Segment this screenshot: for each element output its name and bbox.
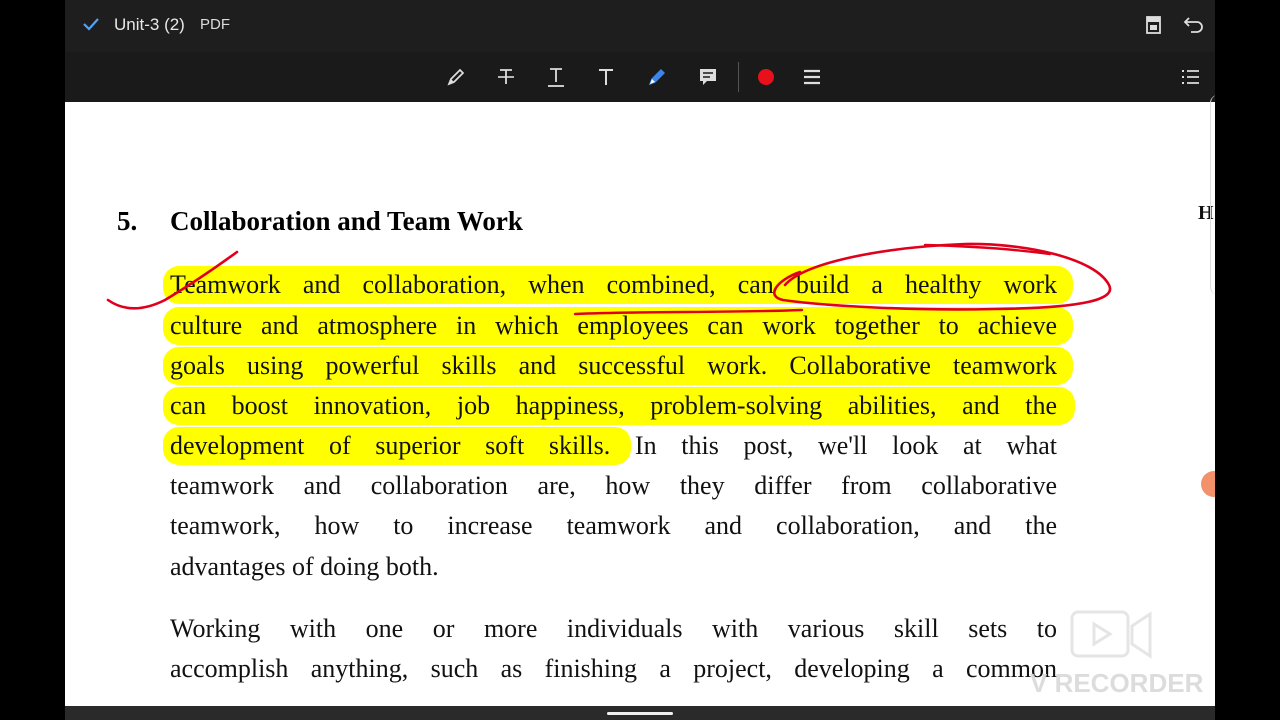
paragraph-line: goals using powerful skills and successful work. Collaborative teamwork (170, 351, 1057, 380)
color-picker[interactable] (753, 64, 779, 90)
paragraph-line: can boost innovation, job happiness, problem-solving abilities, and the (170, 391, 1057, 420)
heading-number: 5. (117, 206, 138, 236)
list-icon (1180, 66, 1202, 88)
next-page-edge-text: H (1198, 202, 1214, 224)
underline-text-icon (545, 66, 567, 88)
toolbar-separator (738, 62, 739, 92)
line-thickness-icon (801, 66, 823, 88)
pen-icon (445, 66, 467, 88)
next-page-edge (1210, 95, 1215, 295)
paragraph-line: teamwork, how to increase teamwork and collaboration, and the (170, 511, 1057, 540)
document-title: Unit-3 (2) (114, 15, 185, 34)
recorder-play-icon (1070, 608, 1152, 662)
check-icon[interactable] (81, 14, 101, 34)
pdf-page[interactable] (65, 102, 1215, 706)
underline-tool[interactable] (543, 64, 569, 90)
strikethrough-tool[interactable] (493, 64, 519, 90)
paragraph-line: advantages of doing both. (170, 552, 439, 581)
paragraph-line: teamwork and collaboration are, how they differ from collaborative (170, 471, 1057, 500)
annotation-toolbar (65, 52, 1215, 102)
comment-icon (697, 66, 719, 88)
text-icon (595, 66, 617, 88)
thickness-tool[interactable] (799, 64, 825, 90)
home-indicator[interactable] (607, 712, 673, 715)
paragraph-line: Working with one or more individuals with various skill sets to (170, 614, 1057, 643)
highlighter-pen-icon (646, 66, 668, 88)
paragraph-line: accomplish anything, such as finishing a project, developing a common (170, 654, 1057, 683)
strikethrough-text-icon (495, 66, 517, 88)
document-type: PDF (200, 16, 230, 33)
section-heading: Collaboration and Team Work (170, 206, 523, 236)
text-tool[interactable] (593, 64, 619, 90)
undo-icon[interactable] (1181, 14, 1205, 36)
pdf-viewer-window (65, 0, 1215, 720)
title-bar (65, 0, 1215, 52)
recorder-watermark: V RECORDER (1030, 668, 1204, 698)
highlighter-tool[interactable] (644, 64, 670, 90)
outline-button[interactable] (1178, 64, 1204, 90)
pen-tool[interactable] (443, 64, 469, 90)
paragraph-line: development of superior soft skills. In this post, we'll look at what (170, 431, 1057, 460)
comment-tool[interactable] (695, 64, 721, 90)
red-color-swatch (758, 69, 774, 85)
paragraph-line: Teamwork and collaboration, when combined, can build a healthy work (170, 270, 1057, 299)
paragraph-line: culture and atmosphere in which employees can work together to achieve (170, 311, 1057, 340)
layout-icon[interactable] (1144, 14, 1164, 36)
